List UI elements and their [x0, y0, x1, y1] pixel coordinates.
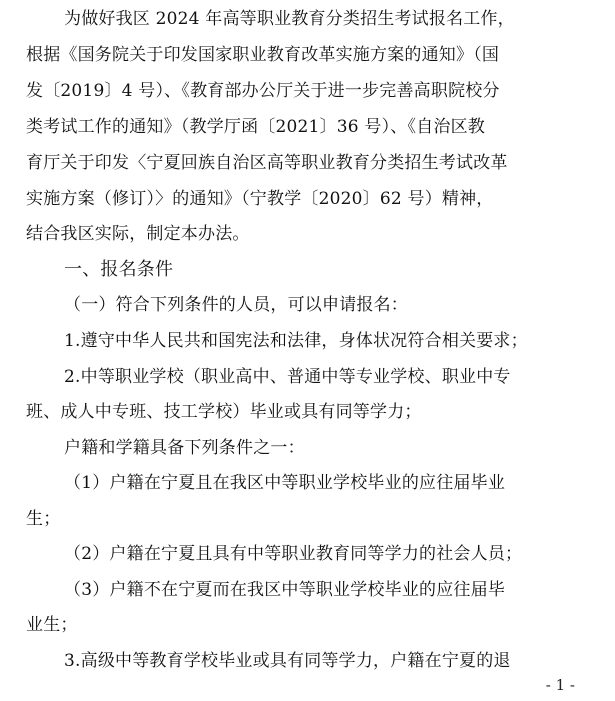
list-item: 3.高级中等教育学校毕业或具有同等学力，户籍在宁夏的退: [64, 651, 511, 671]
list-item: （2）户籍在宁夏且具有中等职业教育同等学力的社会人员；: [64, 544, 523, 564]
list-item: 2.中等职业学校（职业高中、普通中等专业学校、职业中专: [64, 367, 511, 387]
paragraph-line: 业生；: [26, 615, 78, 635]
paragraph-line: 生；: [26, 509, 61, 529]
list-item: （3）户籍不在宁夏而在我区中等职业学校毕业的应往届毕: [64, 580, 506, 600]
paragraph-line: 结合我区实际，制定本办法。: [26, 224, 250, 244]
paragraph-line: 发〔2019〕4 号）、《教育部办公厅关于进一步完善高职院校分: [26, 81, 500, 101]
section-heading: 一、报名条件: [64, 259, 174, 280]
paragraph-line: 户籍和学籍具备下列条件之一：: [64, 438, 305, 458]
paragraph-line: 为做好我区 2024 年高等职业教育分类招生考试报名工作，: [64, 9, 515, 29]
paragraph-line: 班、成人中专班、技工学校）毕业或具有同等学力；: [26, 402, 422, 422]
list-item: （1）户籍在宁夏且在我区中等职业学校毕业的应往届毕业: [64, 473, 506, 493]
paragraph-line: 实施方案（修订）〉的通知》（宁教学〔2020〕62 号）精神，: [26, 189, 494, 209]
paragraph-line: 育厅关于印发〈宁夏回族自治区高等职业教育分类招生考试改革: [26, 153, 508, 173]
paragraph-line: 类考试工作的通知》（教学厅函〔2021〕36 号）、《自治区教: [26, 117, 485, 137]
list-item: 1.遵守中华人民共和国宪法和法律，身体状况符合相关要求；: [64, 331, 528, 351]
subsection-heading: （一）符合下列条件的人员，可以申请报名：: [64, 295, 408, 315]
page-number: - 1 -: [545, 676, 575, 694]
paragraph-line: 根据《国务院关于印发国家职业教育改革实施方案的通知》（国: [26, 45, 500, 65]
